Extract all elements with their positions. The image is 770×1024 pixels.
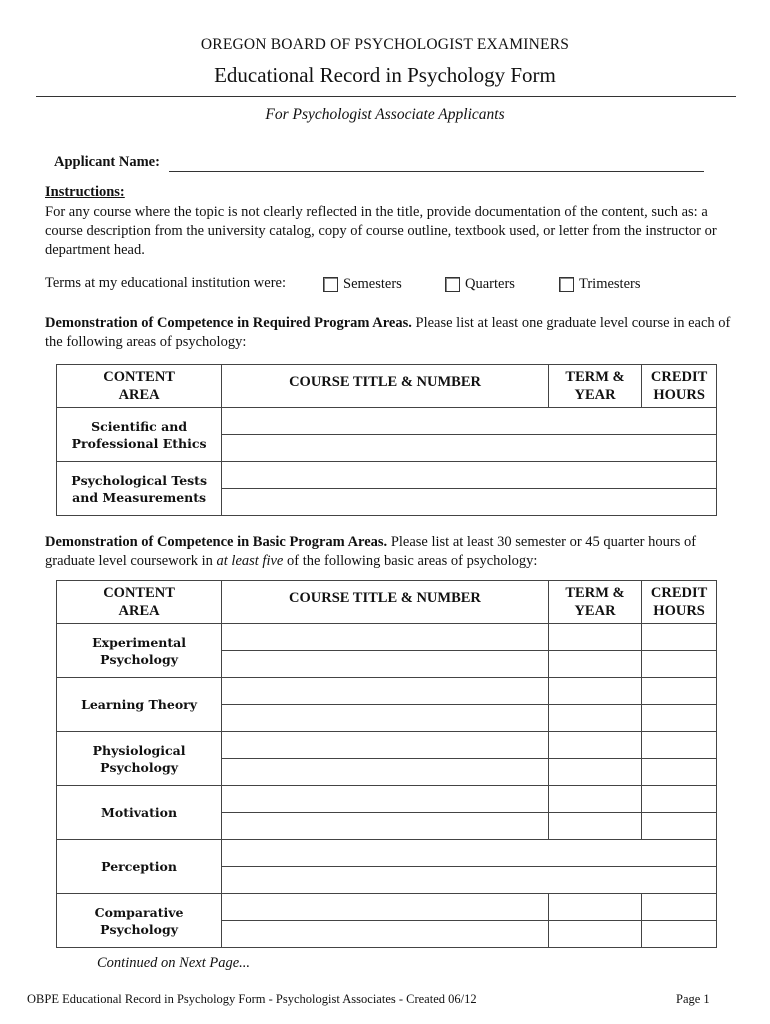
board-name: OREGON BOARD OF PSYCHOLOGIST EXAMINERS — [200, 36, 570, 53]
semesters-option[interactable] — [323, 276, 402, 293]
term-cell[interactable] — [548, 786, 641, 813]
table-header-row — [57, 365, 717, 408]
required-areas-text: Please list at least one graduate level course in each of the following areas of psychology: — [45, 315, 731, 350]
content-area-header — [57, 581, 222, 624]
quarters-label: Quarters — [465, 276, 515, 292]
terms-label: Terms at my educational institution were: — [45, 275, 286, 291]
term-header — [548, 365, 641, 408]
semesters-label: Semesters — [343, 276, 402, 292]
credit-cell[interactable] — [642, 921, 717, 948]
table-row — [57, 624, 717, 651]
applicant-name-field[interactable] — [169, 171, 704, 172]
required-areas-heading: Demonstration of Competence in Required Program Areas. — [45, 315, 412, 331]
footer-form-id: OBPE Educational Record in Psychology Form - Psychologist Associates - Created 06/12 — [27, 992, 477, 1006]
basic-areas-text-2: of the following basic areas of psychology: — [283, 553, 538, 569]
area-comparative: Comparative Psychology — [57, 894, 222, 948]
course-cell[interactable] — [222, 921, 549, 948]
table-row — [57, 462, 717, 489]
basic-areas-emphasis: at least five — [216, 553, 284, 569]
credit-cell[interactable] — [642, 759, 717, 786]
instructions-text: For any course where the topic is not clearly reflected in the title, provide documentation of the content, such as: a course description from the university catalog, copy of course outline, textbook used, or letter from the instructor or department head. — [45, 204, 717, 258]
course-cell[interactable] — [222, 813, 549, 840]
term-cell[interactable] — [548, 759, 641, 786]
content-area-header — [57, 365, 222, 408]
table-row — [57, 408, 717, 435]
table-row — [57, 678, 717, 705]
course-header: COURSE TITLE & NUMBER — [222, 581, 549, 624]
credit-cell[interactable] — [642, 813, 717, 840]
credit-cell[interactable] — [642, 651, 717, 678]
required-areas-table — [56, 364, 717, 516]
header-text: CONTENT — [103, 369, 175, 385]
header-text: TERM & — [565, 585, 625, 601]
header-text: CREDIT — [650, 369, 708, 385]
term-cell[interactable] — [548, 894, 641, 921]
course-cell[interactable] — [222, 651, 549, 678]
title-divider — [36, 96, 736, 97]
course-entry-field[interactable] — [222, 408, 717, 435]
area-perception: Perception — [57, 840, 222, 894]
header-text: YEAR — [574, 387, 616, 403]
credit-cell[interactable] — [642, 786, 717, 813]
area-experimental: Experimental Psychology — [57, 624, 222, 678]
footer-page-number: Page 1 — [676, 992, 710, 1006]
course-cell[interactable] — [222, 678, 549, 705]
course-cell[interactable] — [222, 732, 549, 759]
table-row — [57, 840, 717, 867]
table-header-row — [57, 581, 717, 624]
area-tests-measurements: Psychological Tests and Measurements — [57, 462, 222, 516]
quarters-option[interactable] — [445, 276, 515, 293]
course-entry-field[interactable] — [222, 840, 717, 867]
header-text: AREA — [118, 387, 160, 403]
header-text: CONTENT — [103, 585, 175, 601]
term-cell[interactable] — [548, 921, 641, 948]
form-title: Educational Record in Psychology Form — [214, 63, 556, 87]
area-physiological: Physiological Psychology — [57, 732, 222, 786]
course-cell[interactable] — [222, 786, 549, 813]
quarters-checkbox[interactable] — [445, 277, 460, 292]
course-entry-field[interactable] — [222, 435, 717, 462]
credit-header — [642, 365, 717, 408]
credit-cell[interactable] — [642, 624, 717, 651]
course-cell[interactable] — [222, 894, 549, 921]
form-subtitle: For Psychologist Associate Applicants — [265, 106, 505, 123]
trimesters-checkbox[interactable] — [559, 277, 574, 292]
trimesters-label: Trimesters — [579, 276, 641, 292]
header-text: YEAR — [574, 603, 616, 619]
header-text: CREDIT — [650, 585, 708, 601]
course-cell[interactable] — [222, 624, 549, 651]
term-cell[interactable] — [548, 651, 641, 678]
credit-cell[interactable] — [642, 894, 717, 921]
basic-areas-text-1: Please list at least 30 semester or 45 quarter hours of graduate level coursework in — [45, 534, 697, 569]
credit-cell[interactable] — [642, 678, 717, 705]
continued-note: Continued on Next Page... — [97, 955, 251, 971]
area-learning-theory: Learning Theory — [57, 678, 222, 732]
course-header: COURSE TITLE & NUMBER — [222, 365, 549, 408]
area-ethics: Scientific and Professional Ethics — [57, 408, 222, 462]
area-motivation: Motivation — [57, 786, 222, 840]
course-cell[interactable] — [222, 759, 549, 786]
credit-header — [642, 581, 717, 624]
course-entry-field[interactable] — [222, 867, 717, 894]
header-text: HOURS — [653, 603, 705, 619]
course-entry-field[interactable] — [222, 489, 717, 516]
header-text: HOURS — [653, 387, 705, 403]
course-entry-field[interactable] — [222, 462, 717, 489]
trimesters-option[interactable] — [559, 276, 641, 293]
course-cell[interactable] — [222, 705, 549, 732]
table-row — [57, 786, 717, 813]
required-areas-paragraph — [45, 314, 735, 352]
credit-cell[interactable] — [642, 705, 717, 732]
instructions-heading: Instructions: — [45, 184, 125, 200]
term-header — [548, 581, 641, 624]
term-cell[interactable] — [548, 813, 641, 840]
header-text: TERM & — [565, 369, 625, 385]
table-row — [57, 894, 717, 921]
term-cell[interactable] — [548, 678, 641, 705]
semesters-checkbox[interactable] — [323, 277, 338, 292]
term-cell[interactable] — [548, 732, 641, 759]
term-cell[interactable] — [548, 705, 641, 732]
basic-areas-heading: Demonstration of Competence in Basic Program Areas. — [45, 534, 388, 550]
term-cell[interactable] — [548, 624, 641, 651]
applicant-name-label: Applicant Name: — [54, 154, 160, 170]
credit-cell[interactable] — [642, 732, 717, 759]
table-row — [57, 732, 717, 759]
header-text: AREA — [118, 603, 160, 619]
basic-areas-table — [56, 580, 717, 948]
basic-areas-paragraph — [45, 533, 735, 571]
